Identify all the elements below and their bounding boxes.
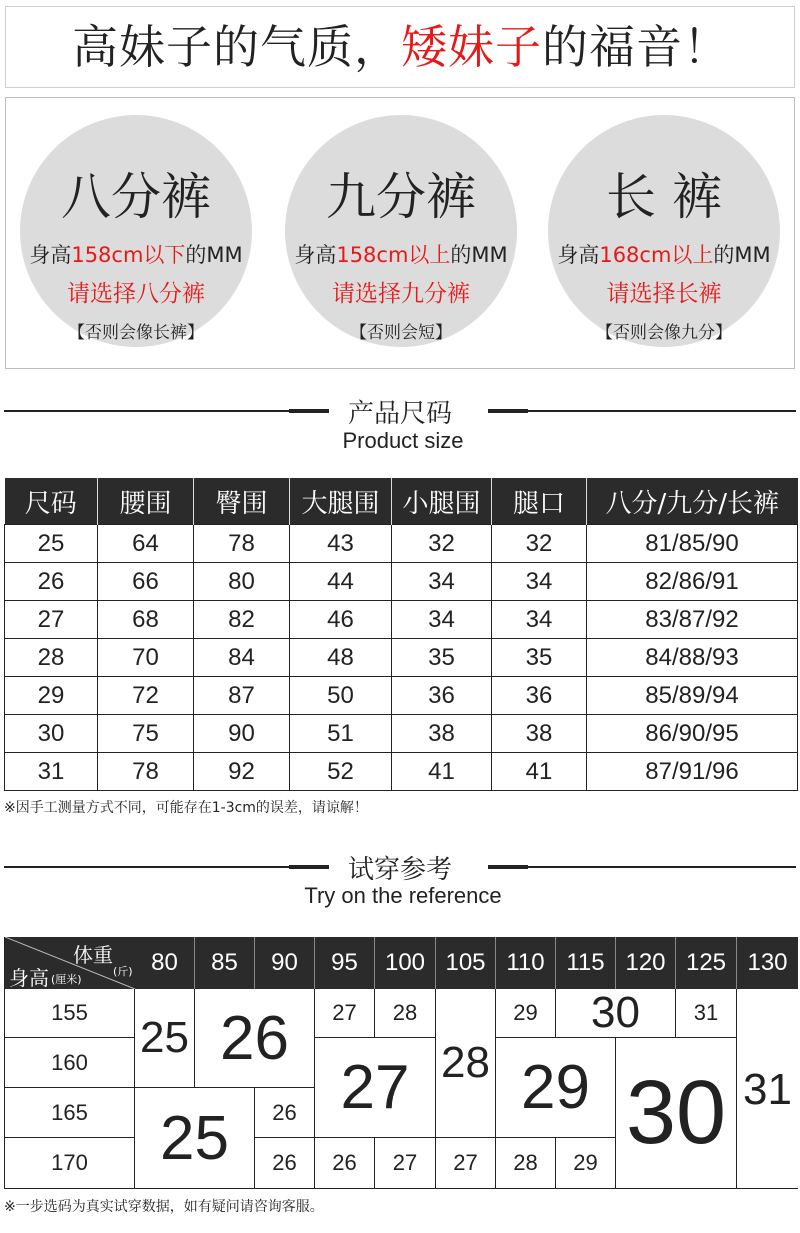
weight-header: 130	[737, 937, 798, 989]
length-option-full	[548, 115, 780, 347]
length-recommendation: 请选择八分裤	[67, 281, 205, 307]
size-section-subtitle: Product size	[342, 428, 464, 453]
table-cell: 80	[194, 563, 290, 601]
length-height-rule: 身高158cm以下的MM	[29, 243, 243, 267]
recommended-size-cell: 27	[315, 989, 375, 1038]
height-label: 160	[5, 1038, 135, 1088]
tryon-table	[4, 937, 797, 1189]
table-cell: 35	[392, 639, 492, 677]
recommended-size-cell: 29	[496, 989, 556, 1038]
length-warning: 【否则会像长裤】	[68, 323, 204, 343]
weight-header: 105	[436, 937, 496, 989]
length-recommendation: 请选择长裤	[606, 281, 722, 307]
recommended-size-cell: 30	[556, 989, 676, 1038]
table-row	[5, 715, 798, 753]
table-cell: 41	[392, 753, 492, 791]
table-cell: 48	[290, 639, 392, 677]
table-cell: 27	[5, 601, 98, 639]
table-cell: 34	[392, 601, 492, 639]
weight-header: 100	[375, 937, 436, 989]
section-divider-accent	[488, 865, 528, 869]
length-title: 九分裤	[326, 168, 476, 226]
column-header: 大腿围	[290, 478, 392, 525]
section-divider-right	[528, 410, 796, 412]
table-cell: 41	[492, 753, 587, 791]
table-cell: 38	[492, 715, 587, 753]
height-unit-label: (厘米)	[51, 973, 82, 986]
table-cell: 87	[194, 677, 290, 715]
headline-banner	[5, 6, 795, 88]
table-cell: 66	[98, 563, 194, 601]
weight-header: 110	[496, 937, 556, 989]
recommended-size-cell: 25	[135, 989, 195, 1088]
table-cell: 35	[492, 639, 587, 677]
column-header: 八分/九分/长裤	[587, 478, 798, 525]
section-divider-accent	[488, 409, 528, 413]
table-cell: 72	[98, 677, 194, 715]
recommended-size-cell: 28	[375, 989, 436, 1038]
table-cell: 32	[392, 525, 492, 563]
table-cell: 34	[492, 601, 587, 639]
tryon-section-subtitle: Try on the reference	[304, 883, 502, 908]
table-cell: 64	[98, 525, 194, 563]
tryon-section-title: 试穿参考	[347, 855, 452, 885]
recommended-size-cell: 26	[255, 1138, 315, 1189]
table-cell: 50	[290, 677, 392, 715]
height-label: 170	[5, 1138, 135, 1189]
recommended-size-cell: 29	[556, 1138, 616, 1189]
table-cell: 36	[392, 677, 492, 715]
height-label: 155	[5, 989, 135, 1038]
table-row	[5, 753, 798, 791]
weight-axis-label: 体重	[73, 943, 113, 967]
table-cell: 32	[492, 525, 587, 563]
weight-header: 85	[195, 937, 255, 989]
table-cell: 38	[392, 715, 492, 753]
weight-header: 95	[315, 937, 375, 989]
recommended-size-cell: 27	[315, 1038, 436, 1138]
table-cell: 30	[5, 715, 98, 753]
weight-header: 115	[556, 937, 616, 989]
recommended-size-cell: 28	[496, 1138, 556, 1189]
section-divider-left	[4, 410, 289, 412]
length-option-ninth	[285, 115, 517, 347]
table-cell: 34	[492, 563, 587, 601]
column-header: 臀围	[194, 478, 290, 525]
recommended-size-cell: 27	[436, 1138, 496, 1189]
table-cell: 46	[290, 601, 392, 639]
length-title: 长 裤	[606, 168, 722, 226]
recommended-size-cell: 31	[737, 989, 798, 1189]
recommended-size-cell: 30	[616, 1038, 737, 1189]
table-cell: 28	[5, 639, 98, 677]
recommended-size-cell: 28	[436, 989, 496, 1138]
table-cell: 84/88/93	[587, 639, 798, 677]
headline-part-3: 的福音！	[542, 20, 730, 74]
table-cell: 36	[492, 677, 587, 715]
table-cell: 70	[98, 639, 194, 677]
weight-header: 90	[255, 937, 315, 989]
table-cell: 25	[5, 525, 98, 563]
headline-part-2-highlight: 矮妹子	[401, 20, 542, 74]
size-table-note: ※因手工测量方式不同，可能存在1-3cm的误差，请谅解！	[4, 800, 368, 816]
table-cell: 83/87/92	[587, 601, 798, 639]
weight-header: 120	[616, 937, 676, 989]
length-recommendation: 请选择九分裤	[332, 281, 470, 307]
table-cell: 92	[194, 753, 290, 791]
length-guide-panel	[5, 97, 795, 369]
size-table-header	[5, 478, 798, 525]
table-cell: 26	[5, 563, 98, 601]
table-row	[5, 601, 798, 639]
length-option-cropped	[20, 115, 252, 347]
table-cell: 78	[194, 525, 290, 563]
table-row	[5, 563, 798, 601]
column-header: 尺码	[5, 478, 98, 525]
tryon-corner-header	[5, 937, 135, 989]
table-cell: 44	[290, 563, 392, 601]
recommended-size-cell: 26	[195, 989, 315, 1088]
length-warning: 【否则会短】	[350, 323, 452, 343]
table-cell: 51	[290, 715, 392, 753]
table-cell: 75	[98, 715, 194, 753]
column-header: 腰围	[98, 478, 194, 525]
column-header: 小腿围	[392, 478, 492, 525]
recommended-size-cell: 27	[375, 1138, 436, 1189]
table-cell: 84	[194, 639, 290, 677]
table-cell: 52	[290, 753, 392, 791]
column-header: 腿口	[492, 478, 587, 525]
length-height-rule: 身高168cm以上的MM	[557, 243, 771, 267]
length-height-rule: 身高158cm以上的MM	[294, 243, 508, 267]
table-cell: 78	[98, 753, 194, 791]
recommended-size-cell: 29	[496, 1038, 616, 1138]
recommended-size-cell: 31	[676, 989, 737, 1038]
table-row	[5, 677, 798, 715]
size-section-title: 产品尺码	[347, 399, 452, 429]
section-divider-accent	[289, 409, 329, 413]
table-cell: 68	[98, 601, 194, 639]
recommended-size-cell: 25	[135, 1088, 255, 1189]
table-cell: 90	[194, 715, 290, 753]
recommended-size-cell: 26	[315, 1138, 375, 1189]
height-label: 165	[5, 1088, 135, 1138]
section-divider-accent	[289, 865, 329, 869]
recommended-size-cell: 26	[255, 1088, 315, 1138]
weight-header: 80	[135, 937, 195, 989]
table-cell: 86/90/95	[587, 715, 798, 753]
table-cell: 87/91/96	[587, 753, 798, 791]
weight-unit-label: (斤)	[113, 965, 133, 978]
table-cell: 81/85/90	[587, 525, 798, 563]
length-warning: 【否则会像九分】	[596, 323, 732, 343]
table-row	[5, 639, 798, 677]
table-cell: 82/86/91	[587, 563, 798, 601]
table-cell: 29	[5, 677, 98, 715]
headline-part-1: 高妹子的气质，	[72, 20, 401, 74]
height-axis-label: 身高	[9, 966, 49, 989]
size-table	[4, 478, 798, 791]
section-divider-left	[4, 866, 289, 868]
section-divider-right	[528, 866, 796, 868]
table-cell: 82	[194, 601, 290, 639]
table-row	[5, 525, 798, 563]
tryon-table-note: ※一步选码为真实试穿数据，如有疑问请咨询客服。	[4, 1199, 324, 1215]
table-cell: 85/89/94	[587, 677, 798, 715]
weight-header: 125	[676, 937, 737, 989]
table-cell: 31	[5, 753, 98, 791]
headline-text	[6, 7, 796, 87]
table-cell: 34	[392, 563, 492, 601]
table-cell: 43	[290, 525, 392, 563]
length-title: 八分裤	[61, 168, 211, 226]
